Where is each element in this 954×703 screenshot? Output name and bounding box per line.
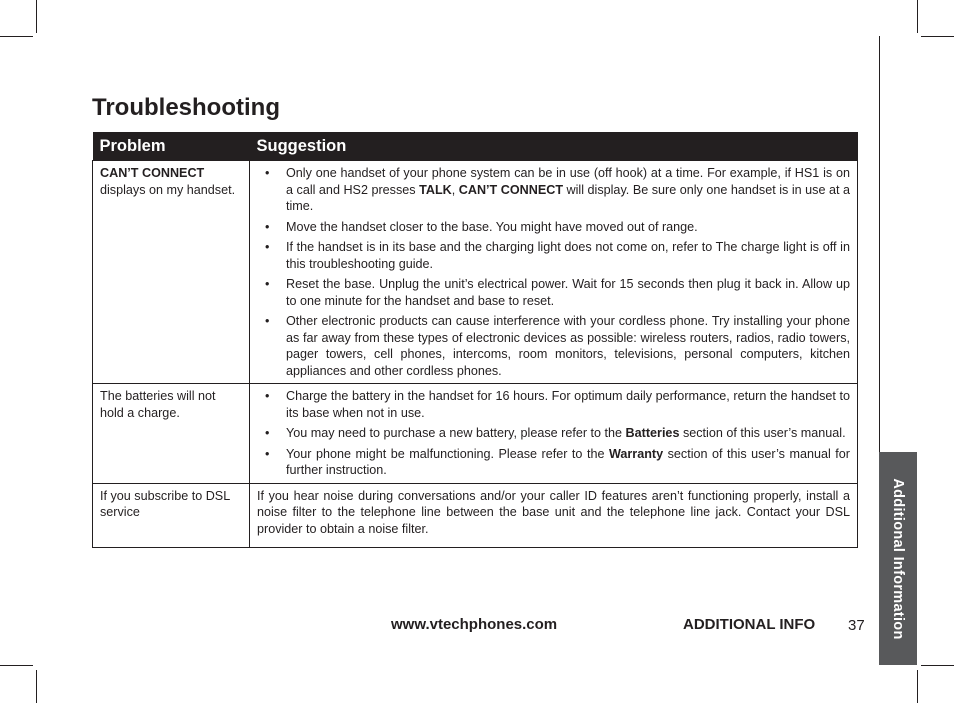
crop-mark — [36, 670, 37, 703]
suggestion-text: You may need to purchase a new battery, please refer to the — [286, 426, 626, 440]
suggestion-column-header: Suggestion — [250, 132, 858, 161]
suggestion-item — [257, 165, 850, 215]
suggestion-item — [257, 219, 850, 236]
footer-section-name: ADDITIONAL INFO — [683, 616, 816, 633]
suggestion-item — [257, 239, 850, 272]
suggestion-text: Only one handset of your phone system can be in use (off hook) at a time. For example, if HS1 is on a call and HS2 presses — [286, 166, 850, 197]
suggestion-cell — [250, 483, 858, 548]
suggestion-item — [257, 276, 850, 309]
suggestion-cell — [250, 384, 858, 484]
bullet-icon: • — [265, 389, 270, 403]
bullet-icon: • — [265, 240, 270, 254]
suggestion-item — [257, 446, 850, 479]
side-tab-label: Additional Information — [890, 477, 906, 640]
problem-text: If you subscribe to DSL service — [100, 488, 230, 519]
side-rule — [879, 36, 880, 452]
section-side-tab — [879, 452, 917, 665]
bullet-icon: • — [265, 277, 270, 291]
suggestion-item — [257, 388, 850, 421]
suggestion-item — [257, 313, 850, 379]
suggestion-text: section of this user’s manual for further instruction. — [286, 446, 850, 477]
problem-text: The batteries will not hold a charge. — [100, 389, 216, 420]
crop-mark — [917, 670, 918, 703]
problem-text: displays on my handset. — [100, 182, 236, 197]
problem-cell — [93, 161, 250, 384]
page-title: Troubleshooting — [92, 94, 280, 121]
problem-bold-text: CAN’T CONNECT — [100, 166, 205, 180]
suggestion-text: Other electronic products can cause interference with your cordless phone. Try installing your phone as far away from these types of electronic devices as possible: wireless routers, radios, radio towers, pager towers, cell phones, intercoms, room monitors, televisions, personal computers, kitchen appliances and other cordless phones. — [286, 314, 850, 378]
bullet-icon: • — [265, 219, 270, 234]
bullet-icon: • — [265, 446, 270, 461]
section-reference: Batteries — [625, 426, 680, 440]
suggestion-text: Charge the battery in the handset for 16 hours. For optimum daily performance, return the handset to its base when not in use. — [286, 389, 850, 420]
page-number: 37 — [848, 617, 865, 634]
suggestion-cell — [250, 161, 858, 384]
crop-mark — [921, 36, 954, 37]
suggestion-item — [257, 425, 850, 442]
bullet-icon: • — [265, 166, 270, 180]
crop-mark — [0, 665, 33, 666]
suggestion-text: Move the handset closer to the base. You might have moved out of range. — [286, 219, 698, 234]
crop-mark — [921, 665, 954, 666]
problem-cell — [93, 384, 250, 484]
key-name: TALK — [419, 182, 452, 197]
table-row — [93, 384, 858, 484]
suggestion-text: Reset the base. Unplug the unit’s electrical power. Wait for 15 seconds then plug it back in. Allow up to one minute for the handset and base to reset. — [286, 277, 850, 308]
display-message: CAN’T CONNECT — [458, 182, 564, 197]
crop-mark — [917, 0, 918, 33]
footer-website: www.vtechphones.com — [391, 616, 558, 633]
crop-mark — [36, 0, 37, 33]
table-row — [93, 161, 858, 384]
suggestion-list — [257, 388, 850, 479]
suggestion-text: Your phone might be malfunctioning. Please refer to the — [286, 446, 609, 461]
suggestion-text: will display. Be sure only one handset is in use at a time. — [286, 182, 850, 213]
table-header-row — [93, 132, 858, 161]
suggestion-text: , — [451, 182, 459, 197]
problem-cell — [93, 483, 250, 548]
section-reference: Warranty — [608, 446, 664, 461]
bullet-icon: • — [265, 314, 270, 328]
problem-column-header: Problem — [93, 132, 250, 161]
suggestion-text: If the handset is in its base and the charging light does not come on, refer to The charge light is off in this troubleshooting guide. — [286, 240, 850, 271]
crop-mark — [0, 36, 33, 37]
suggestion-text: section of this user’s manual. — [679, 426, 846, 440]
troubleshooting-table — [92, 132, 858, 548]
suggestion-list — [257, 165, 850, 379]
table-row — [93, 483, 858, 548]
bullet-icon: • — [265, 426, 270, 440]
suggestion-text: If you hear noise during conversations and/or your caller ID features aren’t functioning properly, install a noise filter to the telephone line between the base unit and the telephone line jack. Contact your DSL provider to obtain a noise filter. — [257, 488, 850, 536]
